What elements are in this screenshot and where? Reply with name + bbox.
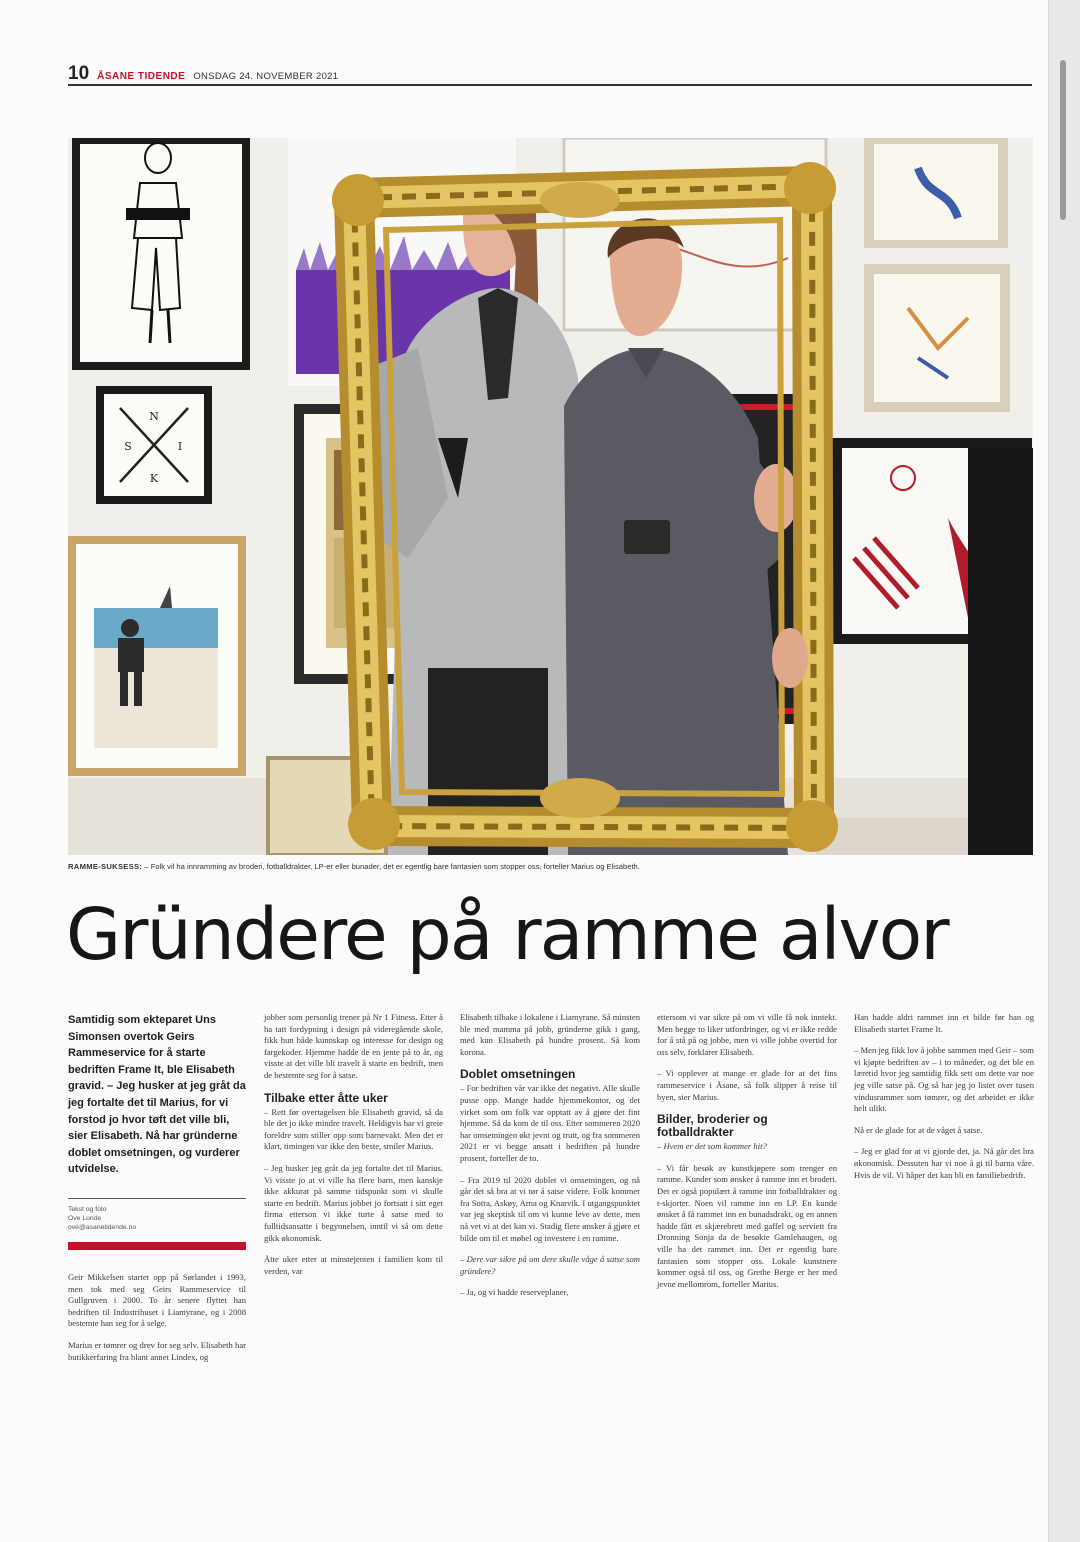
page-number: 10 bbox=[68, 63, 90, 84]
article-column-3 bbox=[460, 1012, 640, 1309]
body-paragraph: Marius er tømrer og drev for seg selv. Elisabeth har butikkerfaring fra blant annet Lindex, og bbox=[68, 1339, 246, 1362]
body-paragraph: – Rett før overtagelsen ble Elisabeth gravid, så da ble det jo ikke mindre travelt. Heldigvis har vi greie foreldre som stiller opp som barnevakt. Men det er klart, timingen var ikke den beste, smiler Marius. bbox=[264, 1106, 443, 1152]
byline-label: Tekst og foto bbox=[68, 1205, 107, 1213]
art-lady-drawing bbox=[72, 138, 250, 370]
body-paragraph: Elisabeth tilbake i lokalene i Liamyrane. Så minsten ble med mamma på jobb, gründerne gikk i gang, med kun Elisabeth på hundre prosent. Så kom korona. bbox=[460, 1012, 640, 1057]
issue-date: ONSDAG 24. NOVEMBER 2021 bbox=[193, 71, 339, 82]
snik-s: S bbox=[124, 440, 132, 453]
article-lead: Samtidig som ekteparet Uns Simonsen overtok Geirs Rammeservice for å starte bedriften Frame It, ble Elisabeth gravid. – Jeg husker at jeg gråt da jeg fortalte det til Marius, for vi forstod jo hvor tøft det ville bli, sier Elisabeth. Nå har gründerne doblet omsetningen, og vurderer utvidelse. bbox=[68, 1014, 246, 1176]
caption-label: RAMME-SUKSESS: bbox=[68, 862, 143, 871]
interview-question: – Dere var sikre på om dere skulle våge å satse som gründere? bbox=[460, 1254, 640, 1276]
article-column-1 bbox=[68, 1012, 246, 1373]
byline bbox=[68, 1205, 246, 1232]
body-paragraph: Geir Mikkelsen startet opp på Sørlandet i 1993, men tok med seg Geirs Rammeservice til Gullgruven i 2000. To år senere flyttet han bedriften til Industrihuset i Liamyrane, og i 2008 bestemte han seg for å selge. bbox=[68, 1271, 246, 1329]
body-paragraph: – Jeg husker jeg gråt da jeg fortalte det til Marius. Vi visste jo at vi ville ha flere barn, men kanskje ikke akkurat på samme tidspunkt som vi skulle starte en bedrift. Marius jobbet jo fortsatt i sitt eget firma etterson vi ikke turte å satse med to fulltidsansatte i begynnelsen, inntil vi så om dette gikk økonomisk. bbox=[264, 1162, 443, 1243]
scroll-handle[interactable] bbox=[1060, 60, 1066, 220]
body-paragraph: – Fra 2019 til 2020 doblet vi omsetningen, og nå går det så bra at vi tør å satse videre. Folk kommer fra Sotra, Askøy, Arna og Knarvik. I utgangspunktet var jeg skeptisk til om vi kunne leve av dette, men nå vet vi at det kan vi. Stadig flere ønsker å gjøre et bilde om til et møbel og investere i en ramme. bbox=[460, 1174, 640, 1243]
art-beach-child bbox=[68, 536, 246, 776]
body-paragraph: – Jeg er glad for at vi gjorde det, ja. Nå går det bra økonomisk. Dessuten har vi noe å gi til barna våre. Hvis de vil. Vi håper det kan bli en familiebedrift. bbox=[854, 1146, 1034, 1180]
photo-illustration bbox=[68, 138, 1033, 855]
body-paragraph: jobber som personlig trener på Nr 1 Fitness. Etter å ha tatt fordypning i design på videregående skole, fikk hun både kunnskap og interesse for design og fargekoder. Hjemme hadde de en jente på to år, og visste at det ville bli travelt å starte en bedrift, men de bestemte seg for å satse. bbox=[264, 1012, 443, 1080]
snik-k: K bbox=[149, 472, 159, 485]
body-paragraph: – Ja, og vi hadde reserveplaner, bbox=[460, 1287, 569, 1298]
subheading-bilder: Bilder, broderier og fotballdrakter bbox=[657, 1112, 768, 1140]
page-header bbox=[68, 60, 1032, 86]
snik-i: I bbox=[177, 440, 183, 453]
byline-email[interactable]: ove@asanetidende.no bbox=[68, 1223, 137, 1231]
body-paragraph: – Vi opplever at mange er glade for at det fins rammeservice i Åsane, så folk slipper å reise til byen, sier Marius. bbox=[657, 1068, 837, 1102]
body-paragraph: Åtte uker etter at minstejenten i familien kom til verden, var bbox=[264, 1254, 443, 1276]
body-paragraph: – Men jeg fikk lov å jobbe sammen med Geir – som vi kjøpte bedriften av – i to måneder, og det ble en læretid hvor jeg samtidig fikk sett om dette var noe jeg ville satse på. Og så har jeg jo listet over tusen vindusrammer som tømrer, og det arbeidet er ikke helt ulikt. bbox=[854, 1045, 1034, 1114]
body-paragraph: Nå er de glade for at de våget å satse. bbox=[854, 1124, 983, 1135]
body-paragraph: Han hadde aldri rammet inn et bilde før han og Elisabeth startet Frame It. bbox=[854, 1012, 1034, 1034]
byline-rule bbox=[68, 1198, 246, 1199]
article-column-2 bbox=[264, 1012, 443, 1287]
subheading-doblet: Doblet omsetningen bbox=[460, 1067, 576, 1082]
interview-question: – Hvem er det som kommer hit? bbox=[657, 1141, 767, 1152]
photo-caption bbox=[68, 862, 1033, 876]
viewer-edge-strip bbox=[1048, 0, 1080, 1542]
caption-text: – Folk vil ha innramming av broderi, fotballdrakter, LP-er eller bunader, det er egentlig bare fantasien som stopper oss, forteller Marius og Elisabeth. bbox=[144, 862, 640, 871]
paper-name: ÅSANE TIDENDE bbox=[97, 71, 186, 82]
body-paragraph: ettersom vi var sikre på om vi ville få nok inntekt. Men begge to liker utfordringer, og vi er ikke redde for å stå på og jobbe, men vi ville jobbe overtid for oss selv, forklarer Elisabeth. bbox=[657, 1012, 837, 1057]
article-headline: Gründere på ramme alvor bbox=[66, 893, 948, 976]
body-paragraph: – For bedriften vår var ikke det negativt. Alle skulle pusse opp. Mange hadde hjemmekontor, og det virket som om folk var opptatt av å gjøre det fint hjemme. Så da kom de til oss. Etter sommeren 2020 har omsetningen økt jevnt og trutt, og fra sommeren 2021 er vi begge ansatt i bedriften på hundre prosent, forteller de to. bbox=[460, 1083, 640, 1163]
byline-accent-bar bbox=[68, 1242, 246, 1250]
article-column-4 bbox=[657, 1012, 837, 1300]
subheading-tilbake: Tilbake etter åtte uker bbox=[264, 1090, 388, 1105]
article-column-5 bbox=[854, 1012, 1034, 1191]
art-right-drawings bbox=[864, 138, 1010, 412]
body-paragraph: – Vi får besøk av kunstkjøpere som trenger en ramme. Kunder som ønsker å ramme inn et broderi. Det er også populært å ramme inn fotballdrakter og t-skjorter. Noen vil ramme inn en LP. En kunde ønsket å få rammet inn en bunadsdrakt, og en annen hadde fått et skjærebrett med gaffel og serviett fra Dronning Sonja da de besøkte Gamlehaugen, og ville ha det rammet inn. Det er egentlig bare fantasien som stopper oss. Lokale kunstnere kommer også til oss, og Grethe Berge er her med jevne mellomrom, forteller Marius. bbox=[657, 1162, 837, 1289]
snik-n: N bbox=[149, 410, 159, 423]
article-photo bbox=[68, 138, 1033, 855]
byline-author: Ove Lunde bbox=[68, 1214, 102, 1222]
art-snik bbox=[96, 386, 212, 504]
